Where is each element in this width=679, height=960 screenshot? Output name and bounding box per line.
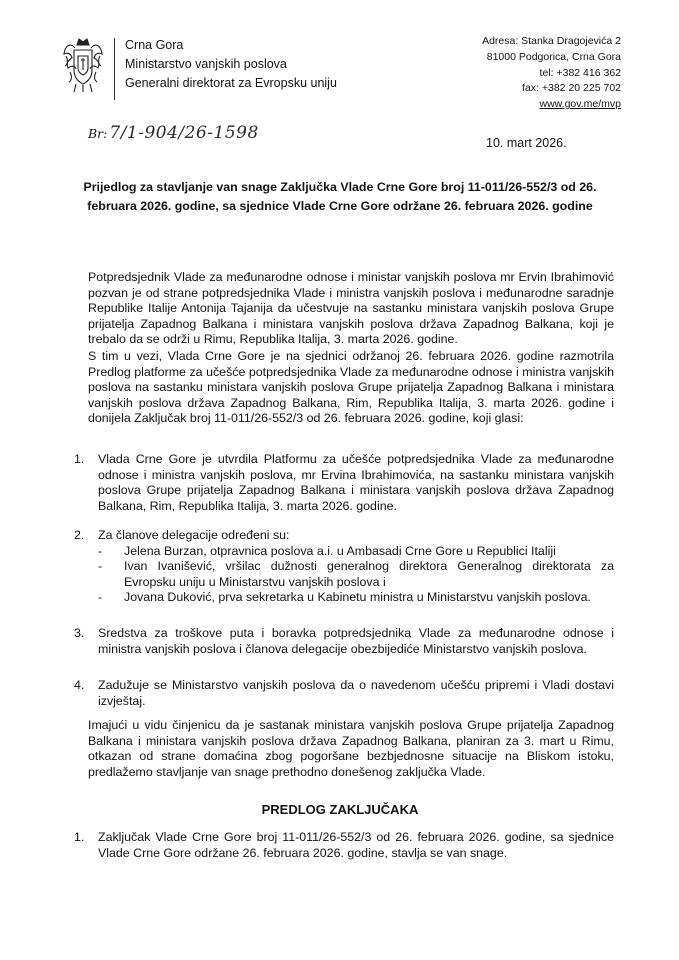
decision-item-1: [74, 452, 614, 514]
item-text: Sredstva za troškove puta i boravka potpredsjednika Vlade za međunarodne odnose i ministra vanjskih poslova i članova delegacije obezbijediće Ministarstvo vanjskih poslova.: [98, 626, 614, 656]
item-text: Zaključak Vlade Crne Gore broj 11-011/26-552/3 od 26. februara 2026. godine, sa sjednice Vlade Crne Gore održane 26. februara 2026. godine, stavlja se van snage.: [98, 830, 614, 860]
document-date: 10. mart 2026.: [486, 136, 567, 150]
conclusions-heading: PREDLOG ZAKLJUČAKA: [261, 802, 419, 817]
website-link[interactable]: www.gov.me/mvp: [539, 98, 621, 111]
paragraph-1: Potpredsjednik Vlade za međunarodne odnose i ministar vanjskih poslova mr Ervin Ibrahimović pozvan je od strane potpredsjednika Vlade i ministra vanjskih poslova i međunarodne saradnje Republike Italije Antonija Tajanija da učestvuje na sastanku ministara vanjskih poslova Grupe prijatelja Zapadnog Balkana i ministara vanjskih poslova država Zapadnog Balkana, koji je trebalo da se održi u Rimu, Republika Italija, 3. marta 2026. godine.: [88, 270, 614, 347]
delegation-member: - Jovana Duković, prva sekretarka u Kabinetu ministra u Ministarstvu vanjskih poslova.: [98, 590, 591, 605]
ministry-name: Ministarstvo vanjskih poslova: [125, 57, 287, 71]
decision-item-3: [74, 626, 614, 657]
decision-item-2: [74, 528, 614, 606]
coat-of-arms-icon: [62, 36, 104, 94]
paragraph-2: S tim u vezi, Vlada Crne Gore je na sjednici održanoj 26. februara 2026. godine razmotrila Predlog platforme za učešće potpredsjednika Vlade za međunarodne odnose i ministra vanjskih poslova na sastanku ministara vanjskih poslova Grupe prijatelja Zapadnog Balkana i ministara vanjskih poslova država Zapadnog Balkana, Rim, Republika Italija, 3. marta 2026. godine i donijela Zaključak broj 11-011/26-552/3 od 26. februara 2026. godine, koji glasi:: [88, 349, 614, 426]
delegation-list: [98, 544, 614, 606]
document-title: Prijedlog za stavljanje van snage Zaključka Vlade Crne Gore broj 11-011/26-552/3 od 26. februara 2026. godine, sa sjednice Vlade Crne Gore održane 26. februara 2026. godine: [83, 180, 597, 213]
delegation-member: - Ivan Ivanišević, vršilac dužnosti generalnog direktora Generalnog direktorata za Evropsku uniju u Ministarstvu vanjskih poslova i: [98, 559, 614, 589]
paragraph-3: Imajući u vidu činjenicu da je sastanak ministara vanjskih poslova Grupe prijatelja Zapadnog Balkana i ministara vanjskih poslova država Zapadnog Balkana, planiran za 3. mart u Rimu, otkazan od strane domaćina zbog pogoršane bezbjednosne situacije na Bliskom istoku, predlažemo stavljanje van snage prethodno donešenog zaključka Vlade.: [88, 718, 614, 779]
item-text: Vlada Crne Gore je utvrdila Platformu za učešće potpredsjednika Vlade za međunarodne odnose i ministra vanjskih poslova, mr Ervina Ibrahimovića, na sastanku ministara vanjskih poslova Grupe prijatelja Zapadnog Balkana i ministara vanjskih poslova država Zapadnog Balkana, Rim, Republika Italija, 3. marta 2026. godine.: [98, 452, 614, 513]
item-number: 1.: [74, 830, 85, 844]
item-number: 3.: [74, 626, 85, 640]
address-fax: fax: +382 20 225 702: [522, 82, 621, 95]
address-tel: tel: +382 416 362: [539, 66, 621, 79]
address-city: 81000 Podgorica, Crna Gora: [486, 50, 621, 63]
header-divider: [114, 38, 115, 100]
directorate-name: Generalni direktorat za Evropsku uniju: [125, 76, 337, 90]
item-number: 4.: [74, 678, 85, 692]
ministry-header: [114, 36, 337, 93]
delegation-member: - Jelena Burzan, otpravnica poslova a.i. u Ambasadi Crne Gore u Republici Italiji: [98, 543, 556, 558]
address-block: [482, 34, 621, 113]
conclusion-item-1: [74, 830, 614, 861]
item-number: 1.: [74, 452, 85, 466]
decision-item-4: [74, 678, 614, 709]
reference-label: Br:: [88, 126, 108, 141]
reference-handwritten: 7/1-904/26-1598: [109, 123, 259, 143]
item-text: Zadužuje se Ministarstvo vanjskih poslova da o navedenom učešću pripremi i Vladi dostavi izvještaj.: [98, 678, 614, 708]
item-number: 2.: [74, 528, 85, 542]
reference-number: [88, 123, 259, 143]
country-name: Crna Gora: [125, 38, 184, 52]
address-street: Adresa: Stanka Dragojevića 2: [482, 35, 621, 47]
item-text: Za članove delegacije određeni su:: [98, 528, 290, 542]
